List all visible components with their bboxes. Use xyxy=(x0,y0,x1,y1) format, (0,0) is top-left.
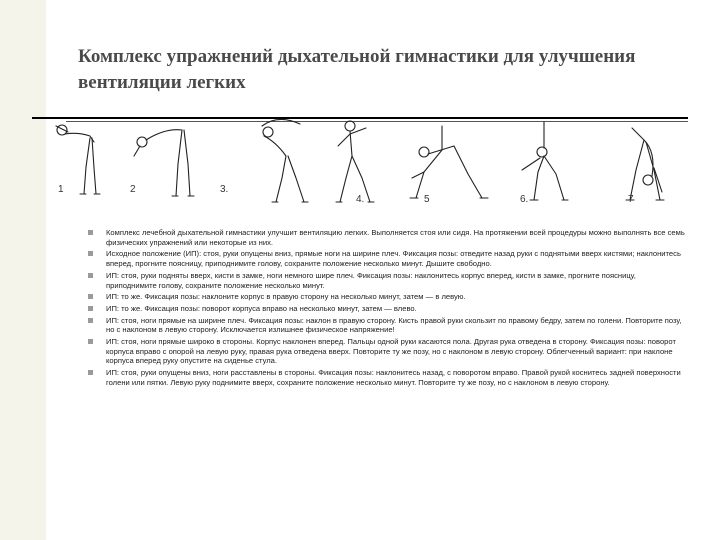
figure-7 xyxy=(626,128,664,200)
figure-4 xyxy=(336,121,374,202)
bullet-square-icon xyxy=(88,339,93,344)
list-item-text: Исходное положение (ИП): стоя, руки опущены вниз, прямые ноги на ширине плеч. Фиксация позы: отведите назад руки с поднятыми вверх кистями; наклонитесь вперед, прогните поясницу, приподнимите голову, сохраните положение несколько минут. Дышите свободно. xyxy=(106,249,681,269)
figure-label-1: 1 xyxy=(58,184,64,195)
exercise-list xyxy=(88,228,688,390)
bullet-square-icon xyxy=(88,306,93,311)
list-item-text: ИП: то же. Фиксация позы: поворот корпуса вправо на несколько минут, затем — влево. xyxy=(106,303,417,313)
figure-6 xyxy=(522,122,568,200)
bullet-square-icon xyxy=(88,370,93,375)
bullet-square-icon xyxy=(88,318,93,323)
figure-label-7: 7 xyxy=(628,194,634,205)
list-item xyxy=(88,249,688,268)
list-item-text: Комплекс лечебной дыхательной гимнастики улучшит вентиляцию легких. Выполняется стоя или сидя. На протяжении всей процедуры можно выполнять все семь физических упражнений или некоторые из них. xyxy=(106,228,685,247)
exercise-illustrations xyxy=(50,112,690,212)
bullet-square-icon xyxy=(88,230,93,235)
figure-5 xyxy=(410,126,488,198)
list-item-text: ИП: стоя, ноги прямые широко в стороны. Корпус наклонен вперед. Пальцы одной руки касаются пола. Другая рука отведена в сторону. Фиксация позы: поворот корпуса вправо с опорой на левую руку, правая рука отведена вверх. Повторите ту же позу, но с наклоном в левую сторону. Облегченный вариант: при наклоне корпуса вперед руку опустите на сиденье стула. xyxy=(106,337,676,366)
list-item xyxy=(88,271,688,290)
list-item xyxy=(88,292,688,302)
list-item-text: ИП: стоя, руки подняты вверх, кисти в замке, ноги немного шире плеч. Фиксация позы: наклонитесь корпус вперед, кисти в замке, прогните поясницу, приподнимите голову, сохраните положение несколько минут. xyxy=(106,270,636,290)
bullet-square-icon xyxy=(88,273,93,278)
figure-label-4: 4. xyxy=(356,194,365,205)
left-decor-band xyxy=(0,0,46,540)
list-item-text: ИП: стоя, ноги прямые на ширине плеч. Фиксация позы: наклон в правую сторону. Кисть правой руки скользит по правому бедру, затем по голени. Повторите позу, но с наклоном в левую сторону. Исключается излишнее физическое напряжение! xyxy=(106,315,682,335)
exercise-figures-svg xyxy=(50,112,690,212)
slide-title: Комплекс упражнений дыхательной гимнастики для улучшения вентиляции легких xyxy=(78,46,636,93)
list-item xyxy=(88,368,688,387)
list-item xyxy=(88,337,688,366)
list-item xyxy=(88,228,688,247)
list-item-text: ИП: то же. Фиксация позы: наклоните корпус в правую сторону на несколько минут, затем — в левую. xyxy=(106,292,466,302)
figure-2 xyxy=(134,130,194,196)
list-item xyxy=(88,304,688,314)
figure-3 xyxy=(262,119,308,202)
figure-label-3: 3. xyxy=(220,184,229,195)
list-item-text: ИП: стоя, руки опущены вниз, ноги расставлены в стороны. Фиксация позы: наклонитесь назад, с поворотом вправо. Правой рукой коснитесь задней поверхности голени или пятки. Левую руку поднимите вверх, сохраните положение несколько минут. Повторите ту же позу, но с наклоном в левую сторону. xyxy=(106,368,681,387)
list-item xyxy=(88,316,688,335)
figure-label-2: 2 xyxy=(130,184,136,195)
bullet-square-icon xyxy=(88,251,93,256)
figure-label-5: 5 xyxy=(424,194,430,205)
bullet-square-icon xyxy=(88,294,93,299)
figure-label-6: 6. xyxy=(520,194,529,205)
